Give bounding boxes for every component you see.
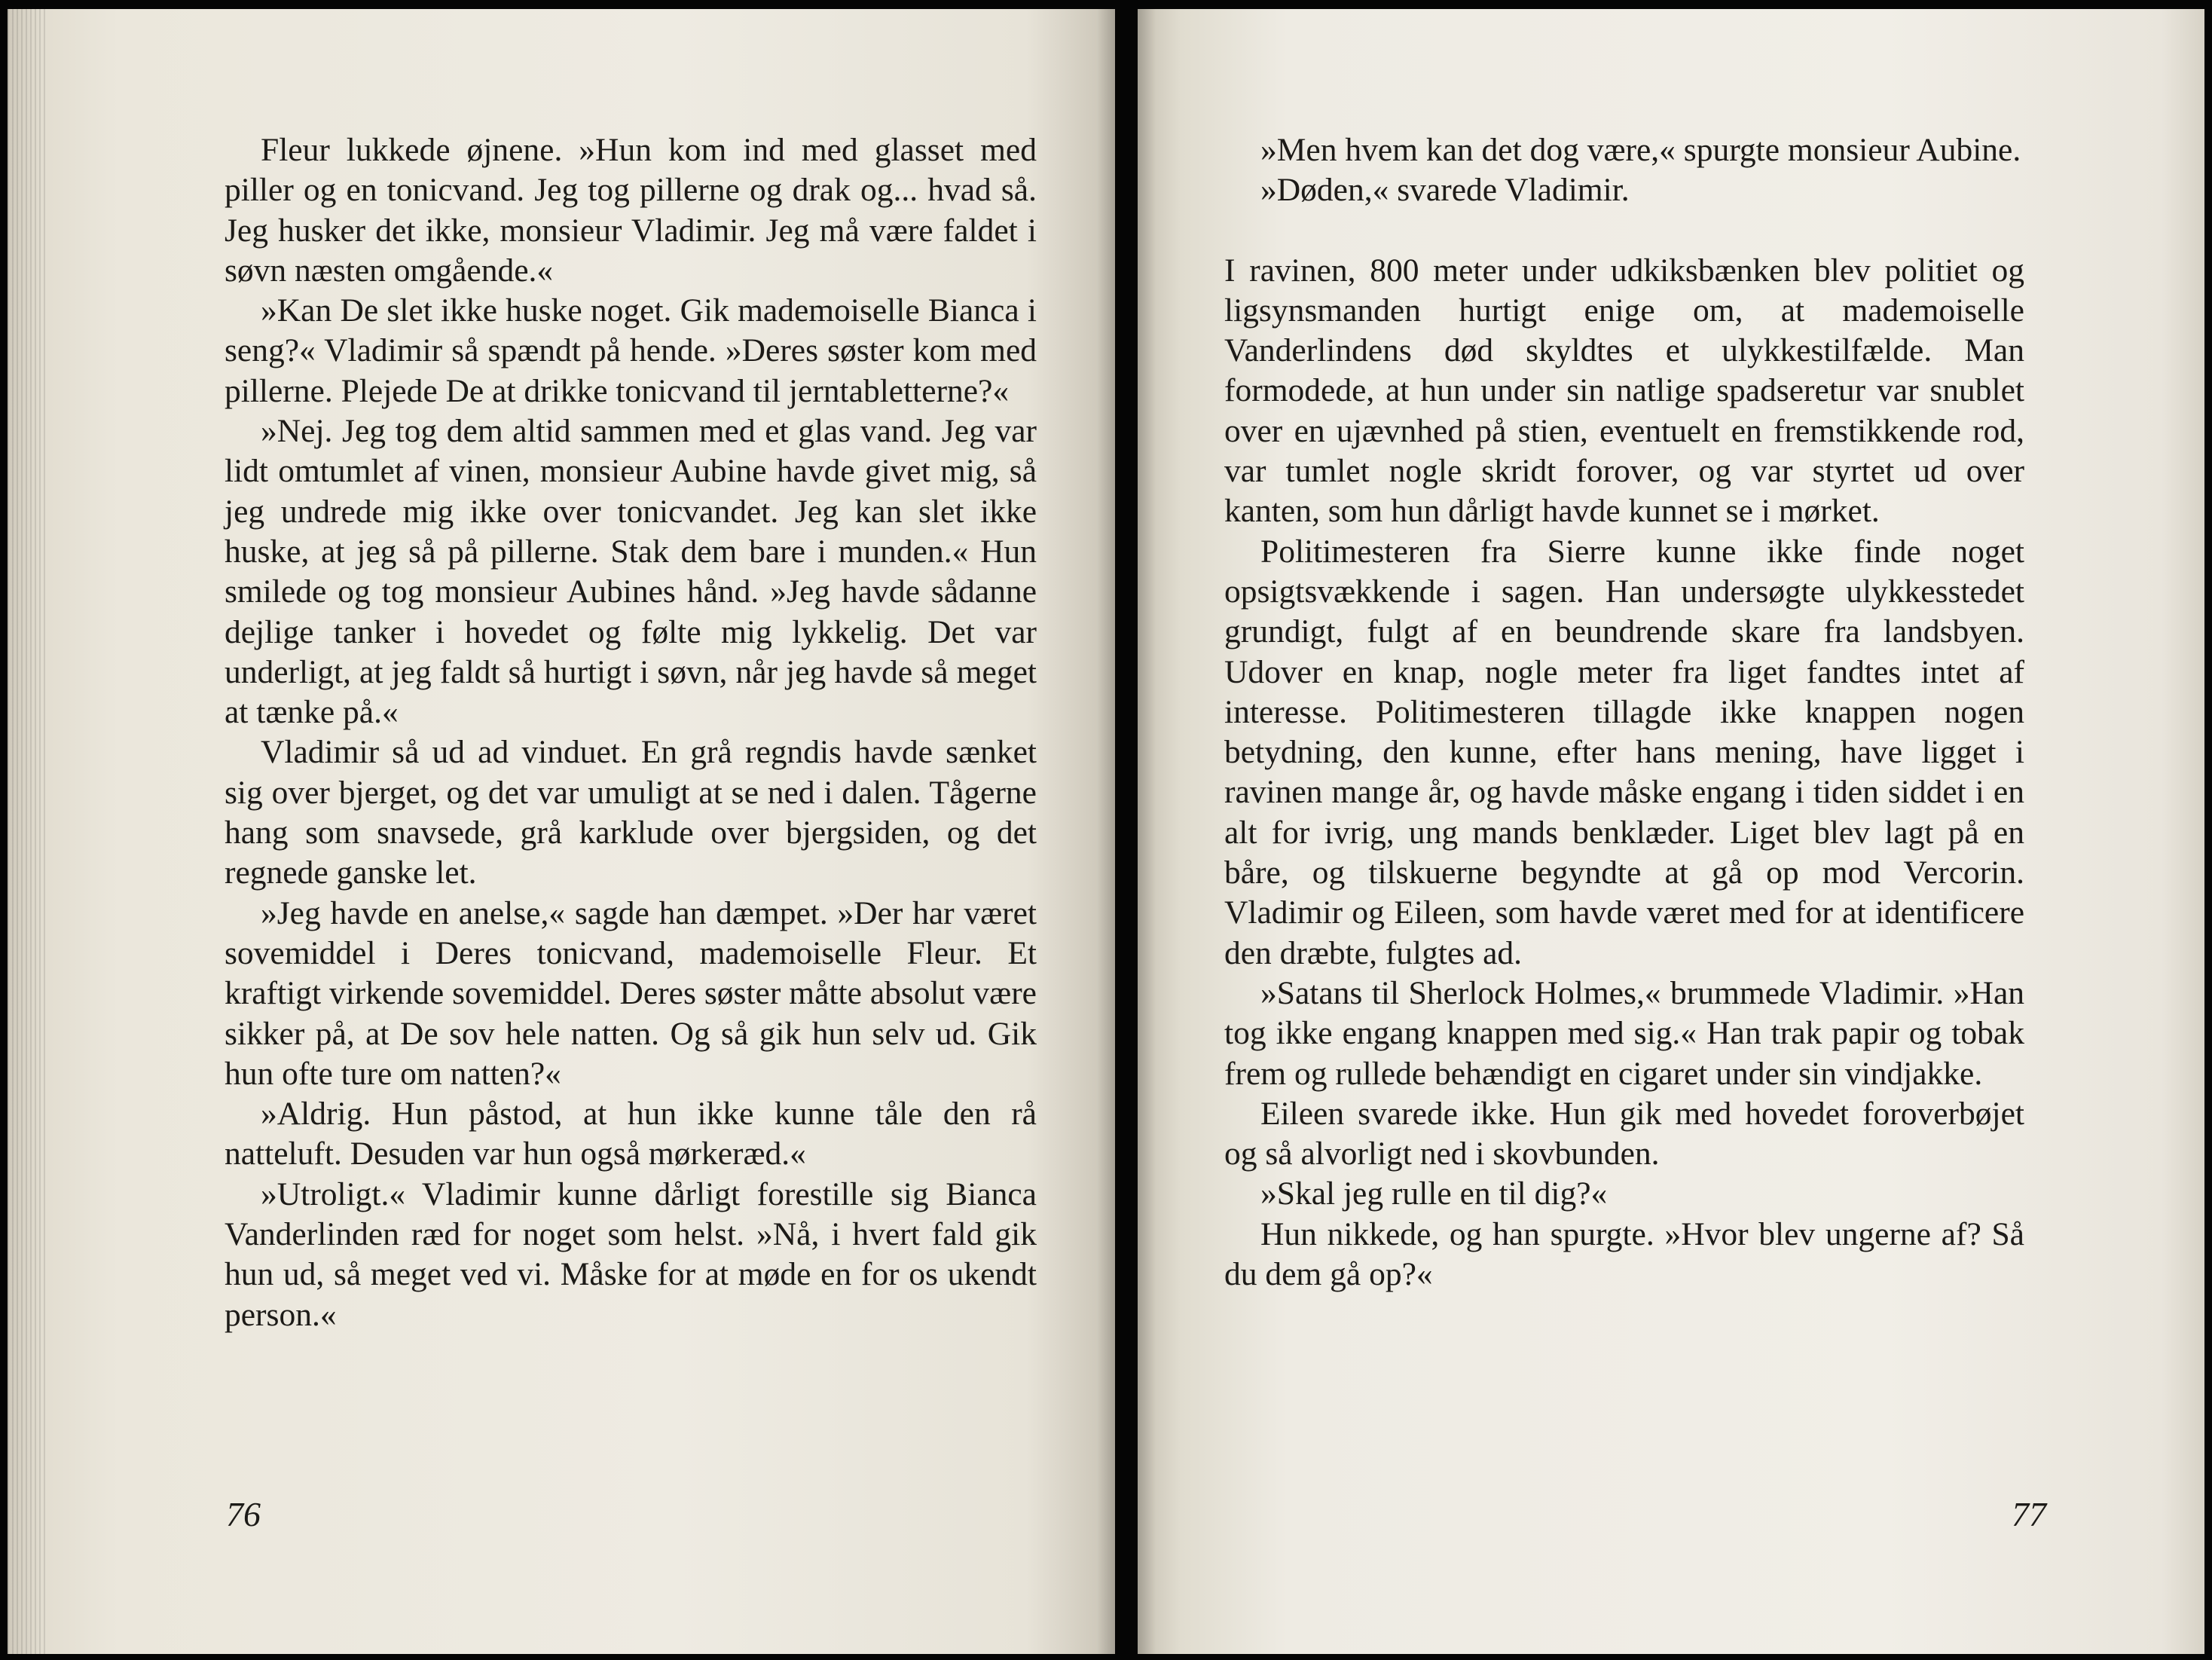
paragraph: »Jeg havde en anelse,« sagde han dæmpet. »Der har været sovemiddel i Deres tonicvand, mademoiselle Fleur. Et kraftigt virkende sovemiddel. Deres søster måtte absolut være sikker på, at De sov hele natten. Og så gik hun selv ud. Gik hun ofte ture om natten?« (225, 894, 1037, 1092)
paragraph: »Men hvem kan det dog være,« spurgte monsieur Aubine. (1260, 132, 2021, 168)
paragraph: »Aldrig. Hun påstod, at hun ikke kunne tåle den rå natteluft. Desuden var hun også mørkeræd.« (225, 1096, 1037, 1172)
paragraph: »Nej. Jeg tog dem altid sammen med et glas vand. Jeg var lidt omtumlet af vinen, monsieur Aubine havde givet mig, så jeg undrede mig ikke over tonicvandet. Jeg kan slet ikke huske, at jeg så på pillerne. Stak dem bare i munden.« Hun smilede og tog monsieur Aubines hånd. »Jeg havde sådanne dejlige tanker i hovedet og følte mig lykkelig. Det var underligt, at jeg faldt så hurtigt i søvn, når jeg havde så meget at tænke på.« (225, 413, 1037, 731)
paragraph: »Døden,« svarede Vladimir. (1260, 172, 1630, 209)
section-break (1224, 211, 2024, 251)
left-page (8, 9, 1115, 1654)
paragraph: »Utroligt.« Vladimir kunne dårligt forestille sig Bianca Vanderlinden ræd for noget som helst. »Nå, i hvert fald gik hun ud, så meget ved vi. Måske for at møde en for os ukendt person.« (225, 1175, 1037, 1333)
right-page-text (1224, 130, 2024, 1295)
paragraph: »Skal jeg rulle en til dig?« (1260, 1175, 1608, 1212)
paragraph: Politimesteren fra Sierre kunne ikke finde noget opsigtsvækkende i sagen. Han undersøgte ulykkesstedet grundigt, fulgt af en beundrende skare fra landsbyen. Udover en knap, nogle meter fra liget fandtes intet af interesse. Politimesteren tillagde ikke knappen nogen betydning, den kunne, efter hans mening, have ligget i ravinen mange år, og havde måske engang i tiden siddet i en alt for ivrig, ung mands benklæder. Liget blev lagt på en båre, og tilskuerne begyndte at gå op mod Vercorin. Vladimir og Eileen, som havde været med for at identificere den dræbte, fulgtes ad. (1224, 533, 2024, 971)
page-number: 76 (226, 1495, 261, 1533)
paragraph: »Kan De slet ikke huske noget. Gik mademoiselle Bianca i seng?« Vladimir så spændt på hende. »Deres søster kom med pillerne. Plejede De at drikke tonicvand til jerntabletterne?« (225, 292, 1037, 409)
spine-shadow (1097, 9, 1115, 1654)
page-edges (8, 9, 45, 1654)
spine-shadow (1138, 9, 1156, 1654)
left-page-text (225, 130, 1037, 1335)
paragraph: »Satans til Sherlock Holmes,« brummede Vladimir. »Han tog ikke engang knappen med sig.« Han trak papir og tobak frem og rullede behændigt en cigaret under sin vindjakke. (1224, 974, 2024, 1092)
right-page (1138, 9, 2204, 1654)
paragraph: Vladimir så ud ad vinduet. En grå regndis havde sænket sig over bjerget, og det var umuligt at se ned i dalen. Tågerne hang som snavsede, grå karklude over bjergsiden, og det regnede ganske let. (225, 734, 1037, 891)
paragraph: I ravinen, 800 meter under udkiksbænken blev politiet og ligsynsmanden hurtigt enige om, at mademoiselle Vanderlindens død skyldtes et ulykkestilfælde. Man formodede, at hun under sin natlige spadseretur var snublet over en ujævnhed på stien, eventuelt en fremstikkende rod, var tumlet nogle skridt forover, og var styrtet ud over kanten, som hun dårligt havde kunnet se i mørket. (1224, 252, 2024, 530)
paragraph: Eileen svarede ikke. Hun gik med hovedet foroverbøjet og så alvorligt ned i skovbunden. (1224, 1095, 2024, 1172)
page-number: 77 (2012, 1495, 2046, 1533)
paragraph: Fleur lukkede øjnene. »Hun kom ind med glasset med piller og en tonicvand. Jeg tog pillerne og drak og... hvad så. Jeg husker det ikke, monsieur Vladimir. Jeg må være faldet i søvn næsten omgående.« (225, 132, 1037, 289)
paragraph: Hun nikkede, og han spurgte. »Hvor blev ungerne af? Så du dem gå op?« (1224, 1215, 2024, 1293)
